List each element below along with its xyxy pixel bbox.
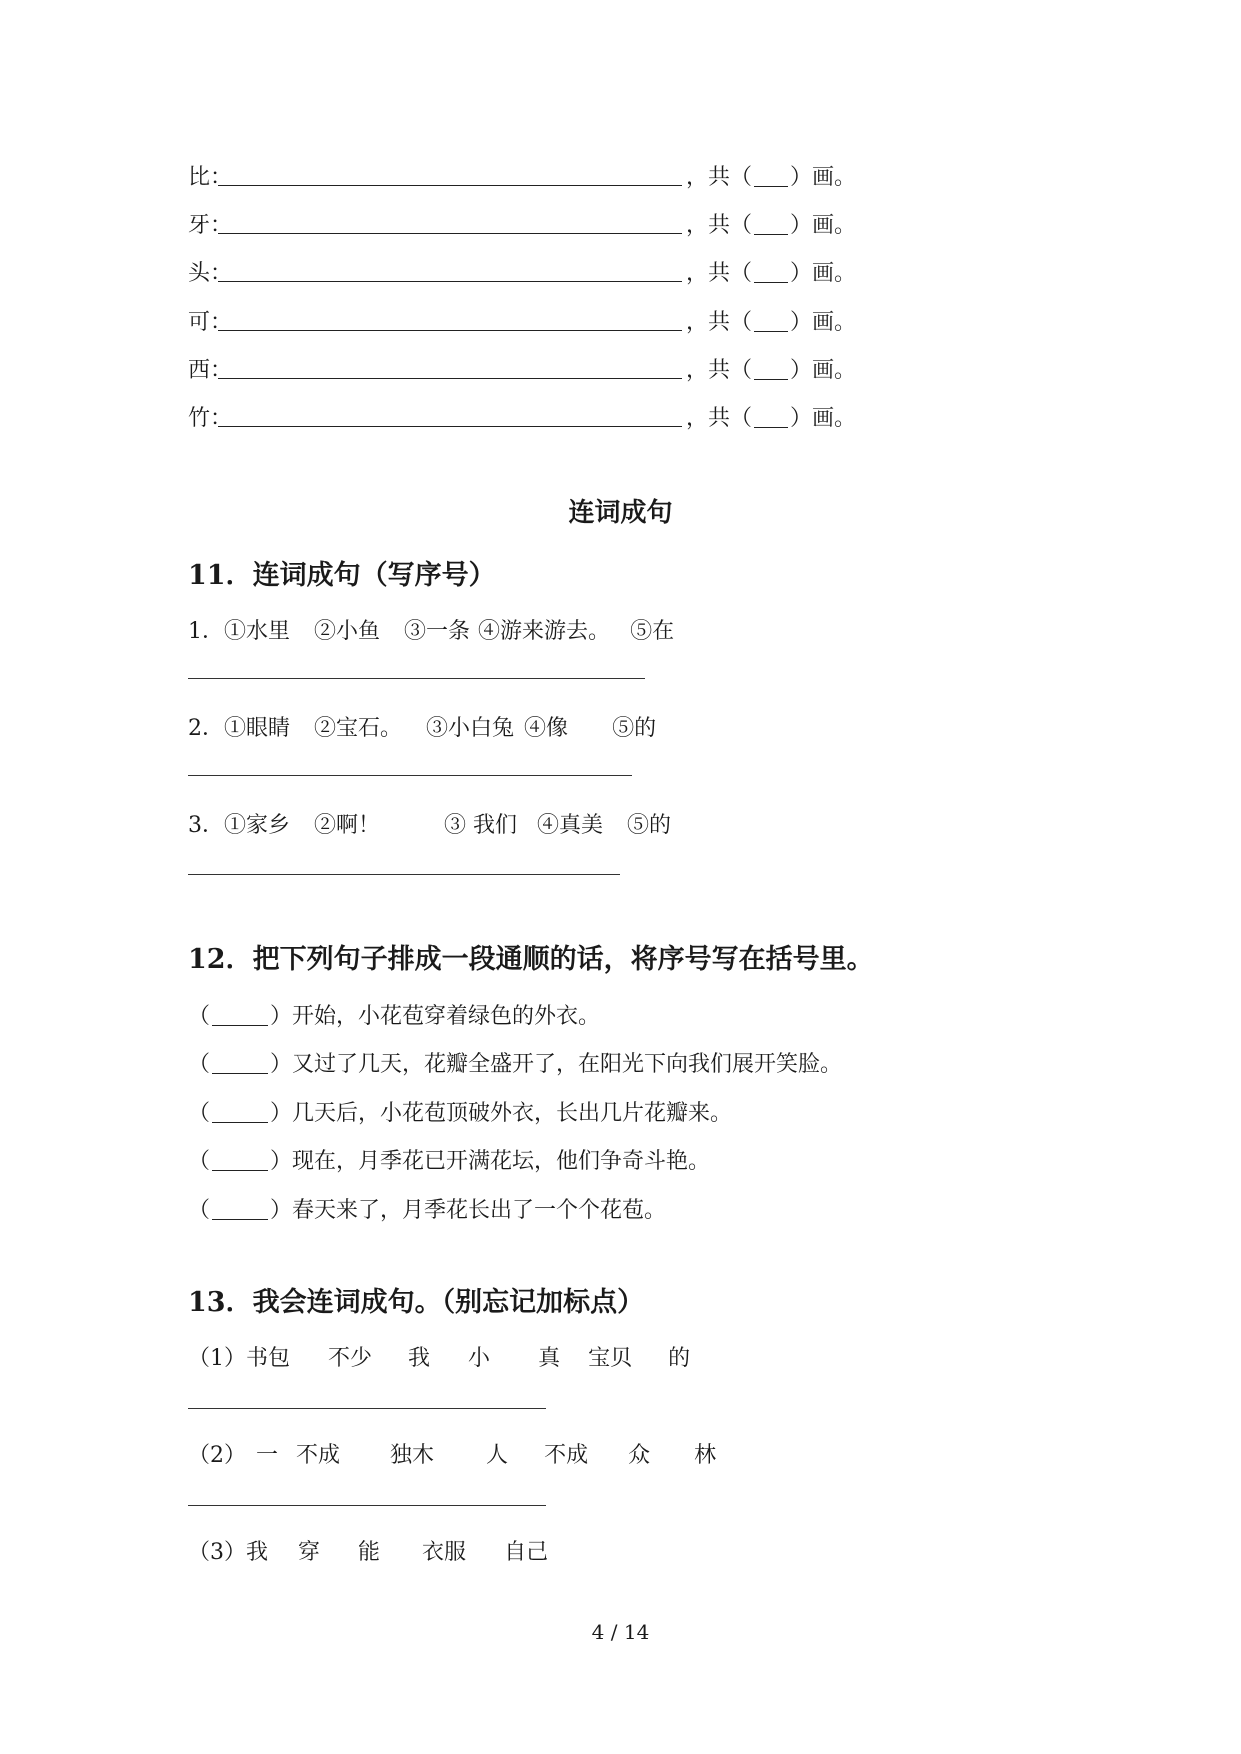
stroke-row [188, 208, 856, 239]
stroke-suffix-pre: ，共（ [686, 310, 753, 335]
stroke-order-blank[interactable] [218, 329, 682, 331]
word: ③ 我们 [444, 813, 518, 838]
word: 我 [408, 1346, 431, 1371]
stroke-order-blank[interactable] [218, 377, 682, 379]
word: 穿 [298, 1540, 321, 1565]
stroke-suffix-post: ）画。 [790, 310, 857, 335]
stroke-count-blank[interactable] [754, 185, 788, 187]
q13-item-1 [188, 1341, 690, 1372]
word: 小 [468, 1346, 491, 1371]
word: ②宝石。 [314, 716, 403, 741]
word: 一 [256, 1443, 279, 1468]
stroke-char: 头： [188, 261, 233, 286]
q12-sentence [188, 999, 600, 1030]
stroke-suffix-post: ）画。 [790, 406, 857, 431]
answer-line[interactable] [188, 1505, 546, 1506]
q11-item-2 [188, 711, 656, 742]
q13-heading: 13．我会连词成句。（别忘记加标点） [188, 1287, 645, 1318]
word: ①家乡 [224, 813, 291, 838]
stroke-char: 西： [188, 358, 233, 383]
order-blank[interactable] [212, 1024, 268, 1026]
order-blank[interactable] [212, 1169, 268, 1171]
close-paren: ） [270, 1198, 293, 1223]
stroke-order-blank[interactable] [218, 425, 682, 427]
word: ③小白兔 [426, 716, 515, 741]
q12-heading: 12．把下列句子排成一段通顺的话，将序号写在括号里。 [188, 944, 874, 975]
word: 能 [358, 1540, 381, 1565]
answer-line[interactable] [188, 775, 632, 776]
stroke-count-blank[interactable] [754, 281, 788, 283]
word: 的 [668, 1346, 691, 1371]
stroke-count-blank[interactable] [754, 378, 788, 380]
item-number: 2． [188, 716, 224, 741]
order-blank[interactable] [212, 1218, 268, 1220]
open-paren: （ [188, 1052, 211, 1077]
stroke-suffix-pre: ，共（ [686, 213, 753, 238]
word: ⑤的 [612, 716, 657, 741]
stroke-count-blank[interactable] [754, 233, 788, 235]
stroke-row [188, 353, 856, 384]
q12-sentence [188, 1047, 842, 1078]
q12-sentence [188, 1096, 732, 1127]
word: 不成 [544, 1443, 589, 1468]
q11-heading: 11．连词成句（写序号） [188, 560, 496, 591]
order-blank[interactable] [212, 1121, 268, 1123]
sentence-text: 又过了几天，花瓣全盛开了，在阳光下向我们展开笑脸。 [292, 1052, 843, 1077]
stroke-suffix-pre: ，共（ [686, 358, 753, 383]
stroke-count-blank[interactable] [754, 330, 788, 332]
page-number: 4 / 14 [591, 1620, 650, 1644]
word: ①眼睛 [224, 716, 291, 741]
word: 书包 [246, 1346, 291, 1371]
stroke-suffix-post: ）画。 [790, 213, 857, 238]
stroke-suffix-post: ）画。 [790, 261, 857, 286]
stroke-suffix-pre: ，共（ [686, 406, 753, 431]
stroke-row [188, 305, 856, 336]
sentence-text: 现在，月季花已开满花坛，他们争奇斗艳。 [292, 1149, 711, 1174]
word: 自己 [504, 1540, 549, 1565]
close-paren: ） [270, 1004, 293, 1029]
q12-sentence [188, 1144, 710, 1175]
word: 我 [246, 1540, 269, 1565]
word: ⑤在 [630, 619, 675, 644]
answer-line[interactable] [188, 678, 645, 679]
answer-line[interactable] [188, 874, 620, 875]
stroke-char: 竹： [188, 406, 233, 431]
q11-item-3 [188, 808, 671, 839]
word: 不少 [328, 1346, 373, 1371]
close-paren: ） [270, 1052, 293, 1077]
word: ⑤的 [627, 813, 672, 838]
word: ③一条 [404, 619, 471, 644]
stroke-order-blank[interactable] [218, 280, 682, 282]
stroke-char: 可： [188, 310, 233, 335]
stroke-suffix-pre: ，共（ [686, 165, 753, 190]
stroke-suffix-pre: ，共（ [686, 261, 753, 286]
stroke-row [188, 256, 856, 287]
open-paren: （ [188, 1101, 211, 1126]
stroke-count-blank[interactable] [754, 426, 788, 428]
open-paren: （ [188, 1198, 211, 1223]
stroke-suffix-post: ）画。 [790, 165, 857, 190]
word: 宝贝 [588, 1346, 633, 1371]
stroke-order-blank[interactable] [218, 232, 682, 234]
word: ②啊！ [314, 813, 381, 838]
close-paren: ） [270, 1101, 293, 1126]
sentence-text: 春天来了，月季花长出了一个个花苞。 [292, 1198, 667, 1223]
word: 人 [486, 1443, 509, 1468]
word: ④像 [524, 716, 569, 741]
open-paren: （ [188, 1004, 211, 1029]
item-number: （3） [188, 1540, 246, 1565]
stroke-char: 牙： [188, 213, 233, 238]
word: 真 [538, 1346, 561, 1371]
word: 独木 [390, 1443, 435, 1468]
word: ①水里 [224, 619, 291, 644]
close-paren: ） [270, 1149, 293, 1174]
item-number: （1） [188, 1346, 246, 1371]
stroke-suffix-post: ）画。 [790, 358, 857, 383]
q13-item-2 [188, 1438, 716, 1469]
word: ④游来游去。 [478, 619, 611, 644]
word: 林 [694, 1443, 717, 1468]
stroke-row [188, 401, 856, 432]
word: 众 [628, 1443, 651, 1468]
item-number: 1． [188, 619, 224, 644]
sentence-text: 几天后，小花苞顶破外衣，长出几片花瓣来。 [292, 1101, 733, 1126]
open-paren: （ [188, 1149, 211, 1174]
q12-sentence [188, 1193, 666, 1224]
order-blank[interactable] [212, 1072, 268, 1074]
item-number: （2） [188, 1443, 246, 1468]
sentence-text: 开始，小花苞穿着绿色的外衣。 [292, 1004, 601, 1029]
stroke-order-blank[interactable] [218, 184, 682, 186]
word: 不成 [296, 1443, 341, 1468]
q13-item-3 [188, 1535, 548, 1566]
stroke-row [188, 160, 856, 191]
word: ②小鱼 [314, 619, 381, 644]
word: 衣服 [422, 1540, 467, 1565]
word: ④真美 [537, 813, 604, 838]
stroke-char: 比： [188, 165, 233, 190]
section-title: 连词成句 [568, 498, 673, 528]
answer-line[interactable] [188, 1408, 546, 1409]
item-number: 3． [188, 813, 224, 838]
q11-item-1 [188, 614, 674, 645]
